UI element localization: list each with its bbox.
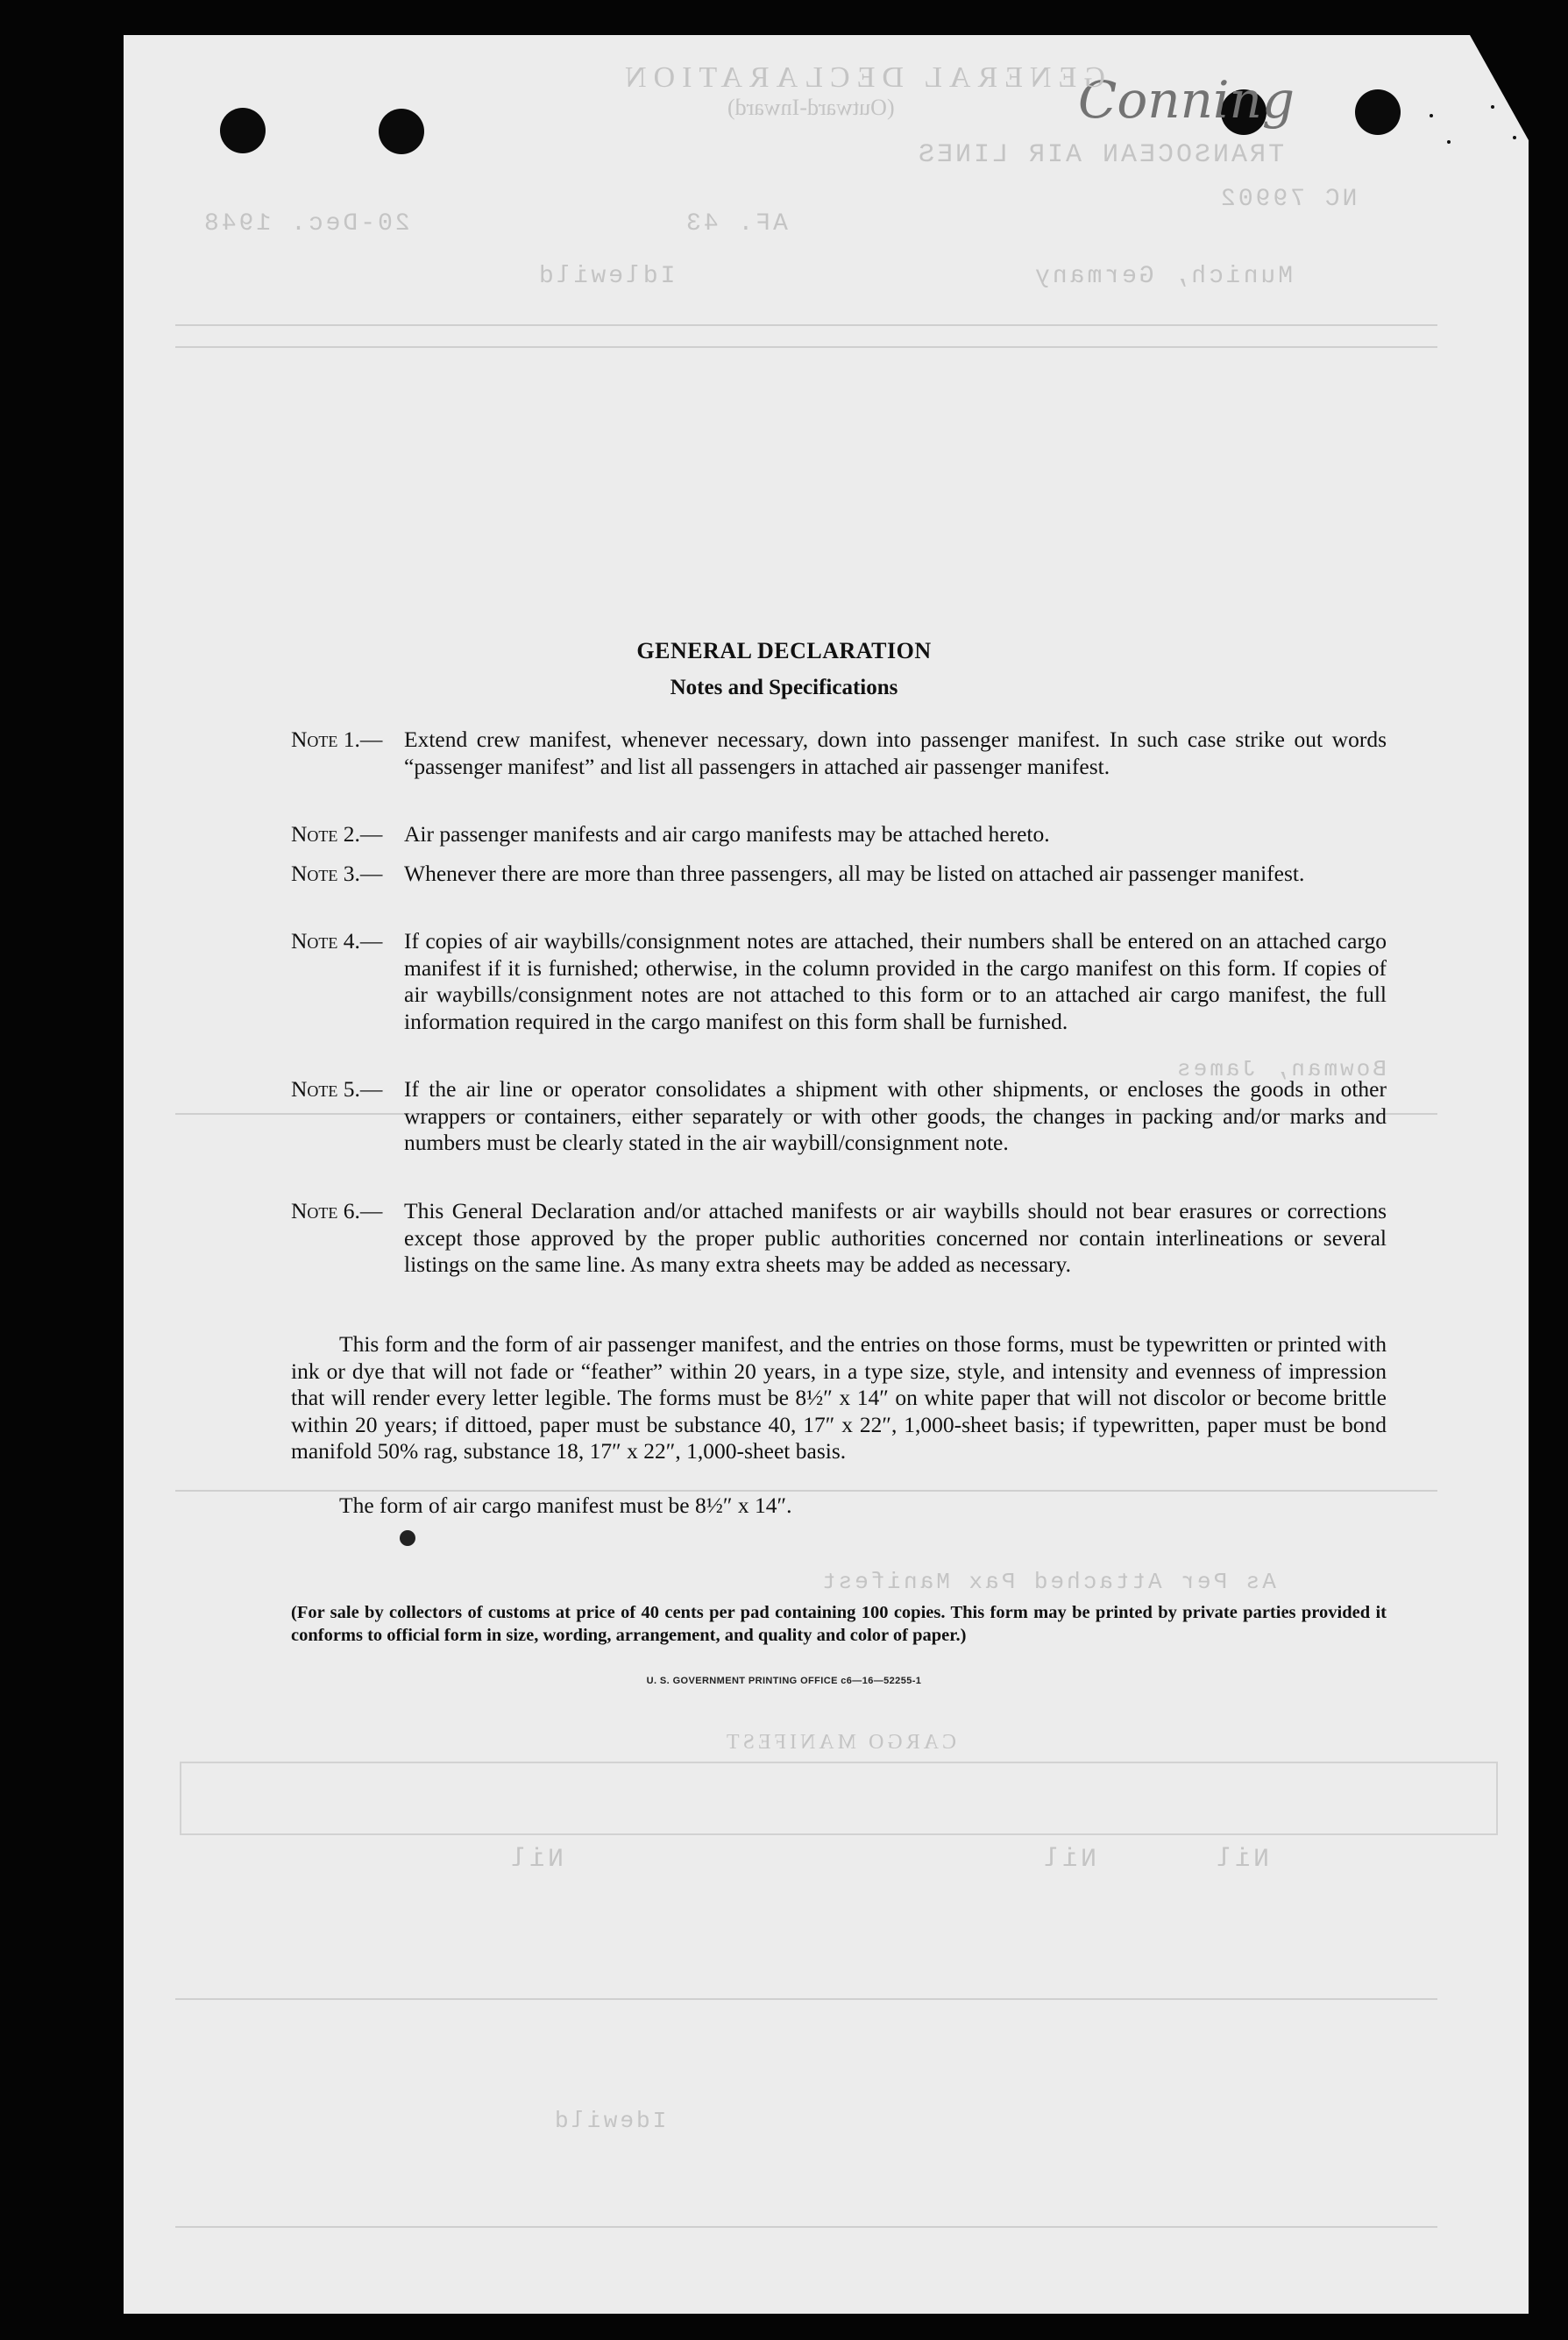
- punch-hole-center: [379, 109, 424, 154]
- ghost-form-subtitle: (Outward-Inward): [727, 95, 895, 120]
- ghost-attachment-note: As Per Attached Pax Manifest: [819, 1569, 1276, 1595]
- ghost-rule: [175, 324, 1437, 326]
- note-2: [291, 821, 1387, 848]
- note-label: Note 3.—: [291, 861, 383, 886]
- ghost-rule: [175, 1998, 1437, 2000]
- printer-line: U. S. GOVERNMENT PRINTING OFFICE c6—16—52255-1: [646, 1676, 922, 1686]
- handwritten-signature: Conning: [1078, 70, 1295, 130]
- punch-hole-left: [220, 108, 266, 153]
- note-1: [291, 727, 1387, 780]
- ghost-aircraft-reg: NC 79902: [1218, 186, 1358, 213]
- note-text: Air passenger manifests and air cargo manifests may be attached hereto.: [404, 821, 1050, 847]
- document-page: [124, 35, 1529, 2314]
- sale-notice: (For sale by collectors of customs at price of 40 cents per pad containing 100 copies. This form may be printed by private parties provided it conforms to official form in size, wording, arrangement, and quality and color of paper.): [291, 1603, 1387, 1645]
- note-text: Extend crew manifest, whenever necessary, down into passenger manifest. In such case strike out words “passenger manifest” and list all passengers in attached air passenger manifest.: [404, 727, 1387, 779]
- punch-hole-far-right: [1355, 89, 1401, 135]
- ghost-nil-2: Nil: [1041, 1845, 1097, 1875]
- ghost-cargo-table: [180, 1762, 1498, 1835]
- note-text: If copies of air waybills/consignment notes are attached, their numbers shall be entered on an attached cargo manifest if it is furnished; otherwise, in the column provided in the cargo manifest on this form. If copies of air waybills/consignment notes are not attached to this form or to an attached air cargo manifest, the full information required in the cargo manifest on this form shall be furnished.: [404, 928, 1387, 1034]
- note-label: Note 1.—: [291, 727, 383, 752]
- ghost-flight-no: AF. 43: [684, 210, 788, 238]
- ghost-rule: [175, 1490, 1437, 1492]
- ghost-departure: Munich, Germany: [1032, 263, 1294, 290]
- ghost-sample-entry: Bowman, James: [1174, 1056, 1387, 1082]
- ghost-operator: TRANSOCEAN AIR LINES: [916, 140, 1285, 170]
- note-text: This General Declaration and/or attached manifests or air waybills should not bear erasures or corrections except those approved by the proper public authorities concerned nor contain interlineations or several listings on the same line. As many extra sheets may be added as necessary.: [404, 1198, 1387, 1277]
- ghost-date: 20-Dec. 1948: [202, 210, 410, 238]
- declaration-subtitle: Notes and Specifications: [670, 676, 898, 699]
- note-label: Note 2.—: [291, 821, 383, 847]
- ghost-form-title: GENERAL DECLARATION: [618, 61, 1105, 94]
- note-3: [291, 861, 1387, 888]
- note-5: [291, 1076, 1387, 1157]
- note-label: Note 6.—: [291, 1198, 383, 1223]
- ghost-nil-1: Nil: [1214, 1845, 1270, 1875]
- ghost-rule: [175, 2226, 1437, 2228]
- note-text: Whenever there are more than three passengers, all may be listed on attached air passenger manifest.: [404, 861, 1305, 886]
- ghost-arrival: Idlewild: [536, 263, 676, 290]
- declaration-title: GENERAL DECLARATION: [636, 638, 932, 663]
- ghost-nil-3: Nil: [508, 1845, 564, 1875]
- note-4: [291, 928, 1387, 1035]
- ghost-rule: [175, 346, 1437, 348]
- ghost-cargo-heading: CARGO MANIFEST: [723, 1731, 957, 1754]
- note-text: If the air line or operator consolidates a shipment with other shipments, or encloses the goods in other wrappers or containers, either separately or with other goods, the changes in packing and/or marks and numbers must be clearly stated in the air waybill/consignment note.: [404, 1076, 1387, 1155]
- corner-specks: [1430, 88, 1535, 167]
- note-label: Note 4.—: [291, 928, 383, 954]
- cargo-size-line: The form of air cargo manifest must be 8½″ x 14″.: [339, 1493, 792, 1518]
- ghost-embarked: Idewild: [552, 2108, 667, 2134]
- form-requirements-paragraph: This form and the form of air passenger manifest, and the entries on those forms, must be typewritten or printed with ink or dye that will not fade or “feather” within 20 years, in a type size, style, and intensity and evenness of impression that will render every letter legible. The forms must be 8½″ x 14″ on white paper that will not discolor or become brittle within 20 years; if dittoed, paper must be substance 40, 17″ x 22″, 1,000-sheet basis; if typewritten, paper must be bond manifold 50% rag, substance 18, 17″ x 22″, 1,000-sheet basis.: [291, 1331, 1387, 1464]
- note-label: Note 5.—: [291, 1076, 383, 1102]
- margin-dot: [39, 1409, 47, 1417]
- ink-smudge: [400, 1530, 415, 1546]
- note-6: [291, 1198, 1387, 1279]
